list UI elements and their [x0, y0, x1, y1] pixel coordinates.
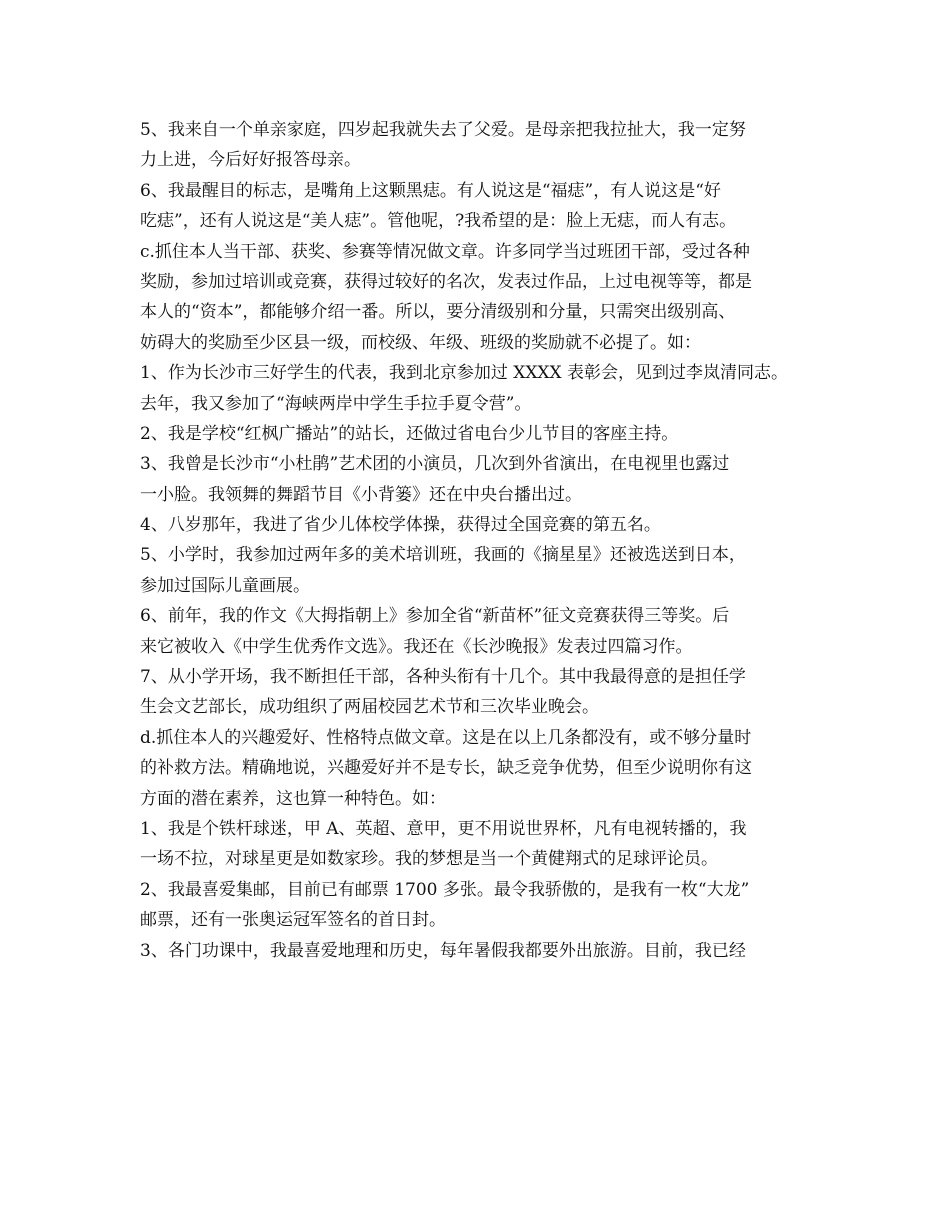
text-line: 3、各门功课中，我最喜爱地理和历史，每年暑假我都要外出旅游。目前，我已经	[140, 940, 746, 961]
text-line: 1、我是个铁杆球迷，甲 A、英超、意甲，更不用说世界杯，凡有电视转播的，我	[140, 818, 747, 839]
text-line: 1、作为长沙市三好学生的代表，我到北京参加过 XXXX 表彰会，见到过李岚清同志。	[140, 363, 789, 384]
text-line: c.抓住本人当干部、获奖、参赛等情况做文章。许多同学当过班团干部，受过各种	[140, 241, 750, 262]
text-line: 4、八岁那年，我进了省少儿体校学体操，获得过全国竞赛的第五名。	[140, 515, 661, 536]
document-body	[140, 115, 820, 966]
text-line: 本人的“资本”，都能够介绍一番。所以，要分清级别和分量，只需突出级别高、	[140, 302, 736, 323]
text-line: 奖励，参加过培训或竞赛，获得过较好的名次，发表过作品，上过电视等等，都是	[140, 271, 752, 292]
text-line: 来它被收入《中学生优秀作文选》。我还在《长沙晚报》发表过四篇习作。	[140, 636, 693, 657]
text-line: 6、我最醒目的标志，是嘴角上这颗黑痣。有人说这是“福痣”，有人说这是“好	[140, 180, 721, 201]
text-line: 吃痣”，还有人说这是“美人痣”。管他呢，?我希望的是：脸上无痣，而人有志。	[140, 211, 737, 232]
text-line: 参加过国际儿童画展。	[140, 575, 310, 596]
text-line: 3、我曾是长沙市“小杜鹃”艺术团的小演员，几次到外省演出，在电视里也露过	[140, 454, 730, 475]
text-line: 方面的潜在素养，这也算一种特色。如：	[140, 788, 446, 809]
text-line: 去年，我又参加了“海峡两岸中学生手拉手夏令营”。	[140, 393, 532, 414]
text-line: 2、我是学校“红枫广播站”的站长，还做过省电台少儿节目的客座主持。	[140, 423, 679, 444]
text-line: 一小脸。我领舞的舞蹈节目《小背篓》还在中央台播出过。	[140, 484, 582, 505]
text-line: 一场不拉，对球星更是如数家珍。我的梦想是当一个黄健翔式的足球评论员。	[140, 849, 718, 870]
text-line: 5、我来自一个单亲家庭，四岁起我就失去了父爱。是母亲把我拉扯大，我一定努	[140, 120, 746, 140]
text-line: 5、小学时，我参加过两年多的美术培训班，我画的《摘星星》还被选送到日本，	[140, 545, 746, 566]
text-line: 7、从小学开场，我不断担任干部，各种头衔有十几个。其中我最得意的是担任学	[140, 667, 746, 688]
text-line: 的补救方法。精确地说，兴趣爱好并不是专长，缺乏竞争优势，但至少说明你有这	[140, 758, 752, 779]
text-line: 力上进，今后好好报答母亲。	[140, 150, 361, 171]
text-line: 6、前年，我的作文《大拇指朝上》参加全省“新苗杯”征文竞赛获得三等奖。后	[140, 606, 730, 627]
text-line: 邮票，还有一张奥运冠军签名的首日封。	[140, 910, 446, 931]
text-line: 妨碍大的奖励至少区县一级，而校级、年级、班级的奖励就不必提了。如：	[140, 332, 701, 353]
text-line: 2、我最喜爱集邮，目前已有邮票 1700 多张。最令我骄傲的，是我有一枚“大龙”	[140, 879, 750, 900]
text-line: d.抓住本人的兴趣爱好、性格特点做文章。这是在以上几条都没有，或不够分量时	[140, 727, 752, 748]
text-line: 生会文艺部长，成功组织了两届校园艺术节和三次毕业晚会。	[140, 697, 599, 718]
